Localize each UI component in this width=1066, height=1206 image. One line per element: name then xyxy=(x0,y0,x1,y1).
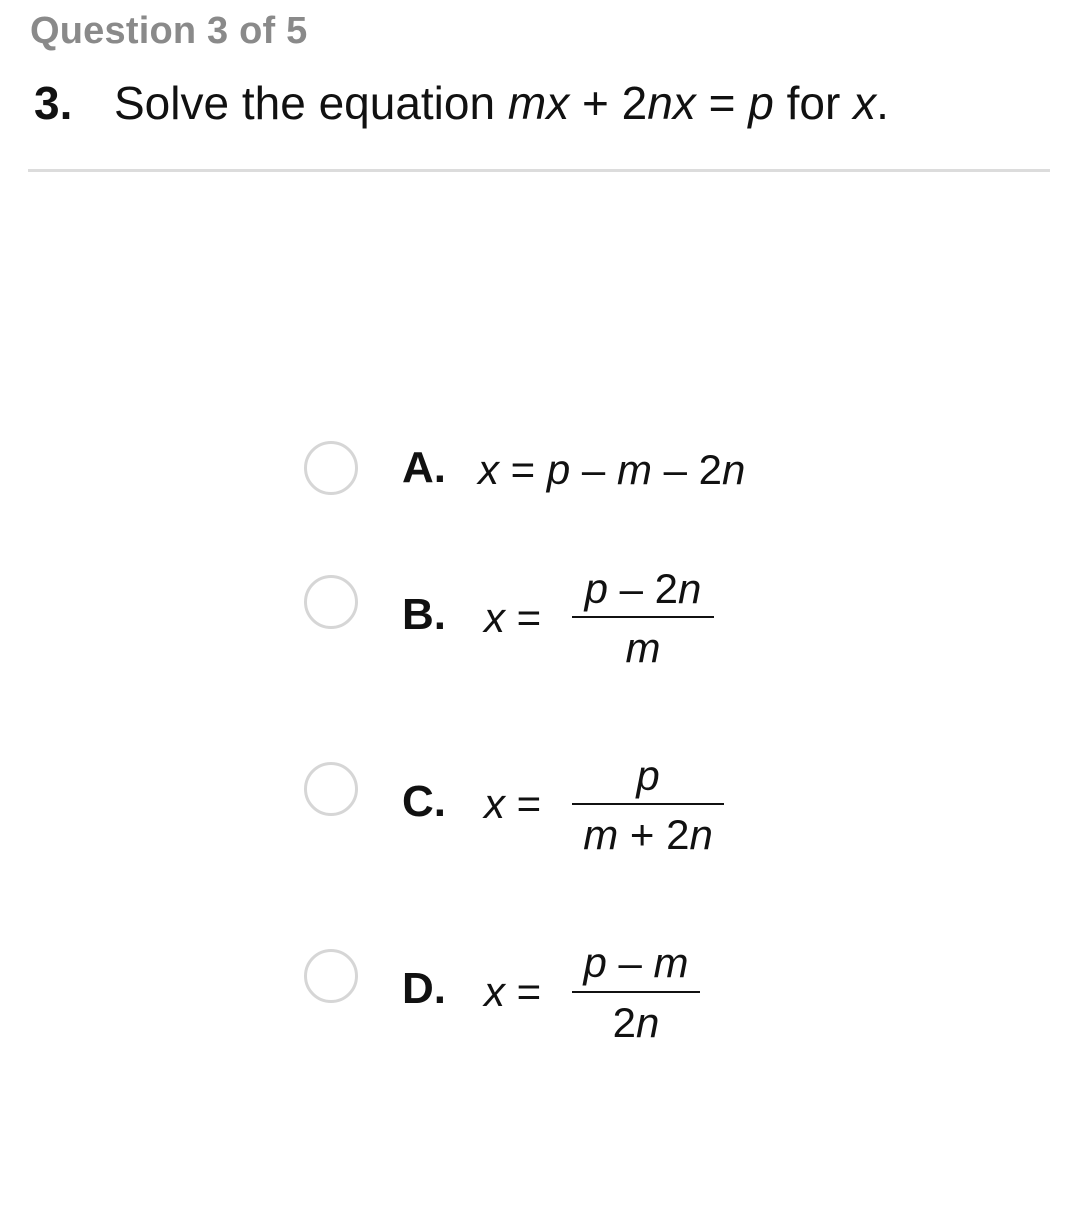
question-var: x xyxy=(546,77,570,129)
option-b-denominator xyxy=(572,624,714,672)
question-text: . xyxy=(876,77,889,129)
fraction-bar-b xyxy=(572,616,714,618)
option-letter-b: B. xyxy=(402,590,446,639)
math-op: – xyxy=(606,939,654,986)
fraction-bar-c xyxy=(572,803,724,805)
question-prompt xyxy=(34,76,889,130)
option-c-denominator xyxy=(572,811,724,859)
math-var: m xyxy=(625,624,661,671)
option-d-lhs xyxy=(484,968,541,1016)
math-op: = xyxy=(499,446,547,493)
math-op: + 2 xyxy=(618,811,690,858)
radio-button-a[interactable] xyxy=(304,441,358,495)
math-op: = xyxy=(505,594,542,641)
fraction-bar-d xyxy=(572,991,700,993)
option-d-numerator xyxy=(572,939,700,987)
math-op: – xyxy=(570,446,617,493)
option-letter-a: A. xyxy=(402,443,446,492)
math-var: n xyxy=(722,446,746,493)
divider xyxy=(28,169,1050,172)
math-op: – 2 xyxy=(651,446,722,493)
option-letter-d: D. xyxy=(402,964,446,1013)
question-var: n xyxy=(647,77,673,129)
math-var: m xyxy=(616,446,652,493)
question-number: 3. xyxy=(34,77,73,129)
math-var: x xyxy=(478,446,499,493)
math-var: p xyxy=(584,565,608,612)
math-var: m xyxy=(653,939,689,986)
question-text: + 2 xyxy=(569,77,648,129)
question-var: m xyxy=(507,77,547,129)
radio-button-b[interactable] xyxy=(304,575,358,629)
question-var: p xyxy=(748,77,774,129)
option-letter-c: C. xyxy=(402,777,446,826)
question-progress: Question 3 of 5 xyxy=(30,10,308,52)
math-var: p xyxy=(546,446,571,493)
option-c-lhs xyxy=(484,780,541,828)
math-var: p xyxy=(583,939,607,986)
option-a-expression xyxy=(478,446,745,494)
question-var: x xyxy=(853,77,877,129)
question-text: Solve the equation xyxy=(114,77,508,129)
math-var: x xyxy=(484,594,505,641)
math-var: n xyxy=(689,811,713,858)
option-b-lhs xyxy=(484,594,541,642)
radio-button-d[interactable] xyxy=(304,949,358,1003)
math-op: = xyxy=(505,780,542,827)
radio-button-c[interactable] xyxy=(304,762,358,816)
math-op: – 2 xyxy=(607,565,679,612)
option-d-denominator xyxy=(572,999,700,1047)
math-var: n xyxy=(636,999,660,1046)
math-var: p xyxy=(636,752,660,799)
question-var: x xyxy=(672,77,696,129)
option-c-numerator xyxy=(572,752,724,800)
option-b-numerator xyxy=(572,565,714,613)
math-op: = xyxy=(505,968,542,1015)
question-text: = xyxy=(695,77,749,129)
math-var: x xyxy=(484,780,505,827)
math-var: m xyxy=(583,811,619,858)
math-op: 2 xyxy=(612,999,636,1046)
math-var: n xyxy=(678,565,702,612)
question-text: for xyxy=(773,77,854,129)
math-var: x xyxy=(484,968,505,1015)
